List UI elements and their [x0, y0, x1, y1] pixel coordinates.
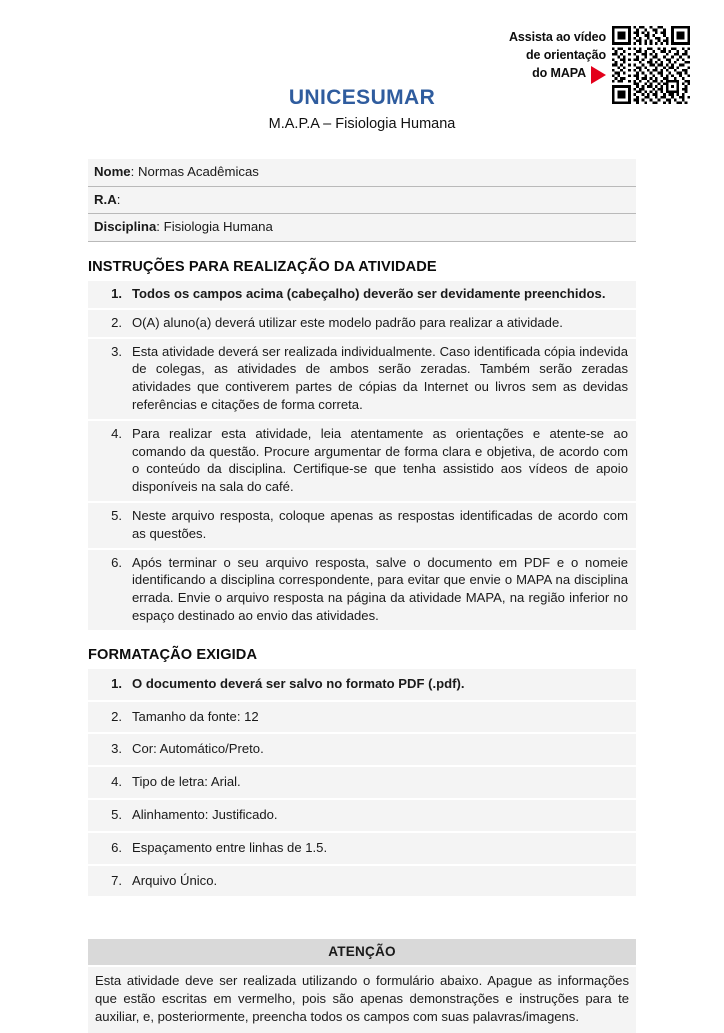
list-item-number: 4.: [111, 774, 122, 790]
list-item: [88, 310, 636, 339]
list-item: [88, 702, 636, 735]
header-field-row[interactable]: [88, 159, 636, 187]
header-field-separator: :: [116, 191, 121, 207]
list-item-number: 6.: [111, 554, 122, 570]
instructions-list: [88, 281, 636, 630]
list-item-text: Para realizar esta atividade, leia atentamente as orientações e atente-se ao comando da questão. Procure argumentar de forma clara e objetiva, de acordo com o conteúdo da disciplina. Certifique-se que tenha assistido aos vídeos de apoio disponíveis na sala do café.: [132, 425, 628, 495]
list-item-text: Esta atividade deverá ser realizada individualmente. Caso identificada cópia indevida de colegas, as atividades de ambos serão zeradas. Também serão zeradas atividades que contiverem partes de cópias da Internet ou livros sem as devidas referências e citações de forma correta.: [132, 343, 628, 412]
header-fields: [88, 159, 636, 242]
list-item-number: 5.: [111, 806, 122, 822]
list-item-number: 1.: [111, 675, 122, 691]
page-title: UNICESUMAR: [288, 86, 436, 109]
video-callout-banner: [509, 26, 690, 104]
list-item-text: Arquivo Único.: [132, 872, 218, 888]
attention-body: Esta atividade deve ser realizada utilizando o formulário abaixo. Apague as informações que estão escritas em vermelho, pois são apenas demonstrações e instruções para te auxiliar, e, posteriormente, preencha todos os campos com suas palavras/imagens.: [88, 967, 636, 1032]
list-item: [88, 833, 636, 866]
list-item-number: 2.: [111, 708, 122, 724]
header-field-row[interactable]: [88, 214, 636, 242]
list-item: [88, 503, 636, 550]
list-item-number: 7.: [111, 872, 122, 888]
header-field-separator: :: [130, 164, 135, 180]
video-callout-line-3-row: [509, 65, 606, 83]
header-field-separator: :: [156, 219, 160, 235]
list-item: [88, 734, 636, 767]
formatting-heading: FORMATAÇÃO EXIGIDA: [88, 646, 258, 663]
list-item-number: 3.: [111, 343, 122, 359]
header-field-label: Disciplina: [94, 219, 157, 235]
list-item-text: Após terminar o seu arquivo resposta, salve o documento em PDF e o nomeie identificando a disciplina correspondente, para evitar que envie o MAPA na disciplina errada. Envie o arquivo resposta na página da atividade MAPA, na região inferior no espaço destinado ao envio das atividades.: [132, 554, 628, 623]
formatting-list: [88, 669, 636, 897]
header-field-label: Nome: [94, 164, 131, 180]
list-item-text: Tamanho da fonte: 12: [132, 708, 259, 724]
list-item-text: Tipo de letra: Arial.: [132, 774, 241, 790]
header-field-value: Normas Acadêmicas: [134, 164, 259, 180]
video-callout-line-2: de orientação: [526, 47, 606, 62]
list-item-number: 4.: [111, 425, 122, 441]
list-item-text: O documento deverá ser salvo no formato PDF (.pdf).: [132, 675, 465, 691]
list-item-number: 2.: [111, 314, 122, 330]
video-callout-text: [509, 26, 606, 83]
page-subtitle: M.A.P.A – Fisiologia Humana: [268, 116, 456, 133]
header-field-row[interactable]: [88, 187, 636, 215]
attention-heading: ATENÇÃO: [88, 939, 636, 967]
list-item-number: 5.: [111, 507, 122, 523]
list-item: [88, 550, 636, 630]
list-item: [88, 339, 636, 421]
list-item-text: Cor: Automático/Preto.: [132, 741, 264, 757]
list-item-text: Alinhamento: Justificado.: [132, 806, 278, 822]
qr-code-icon[interactable]: [612, 26, 690, 104]
list-item: [88, 669, 636, 702]
attention-block: [88, 939, 636, 1032]
list-item-text: Todos os campos acima (cabeçalho) deverão ser devidamente preenchidos.: [132, 285, 606, 301]
list-item-number: 3.: [111, 741, 122, 757]
play-arrow-icon: [591, 66, 606, 84]
list-item-number: 6.: [111, 839, 122, 855]
list-item-number: 1.: [111, 285, 122, 301]
header-field-value: Fisiologia Humana: [159, 219, 273, 235]
instructions-heading: INSTRUÇÕES PARA REALIZAÇÃO DA ATIVIDADE: [88, 258, 437, 275]
list-item: [88, 421, 636, 503]
list-item-text: Espaçamento entre linhas de 1.5.: [132, 839, 328, 855]
list-item-text: O(A) aluno(a) deverá utilizar este modelo padrão para realizar a atividade.: [132, 314, 563, 330]
list-item: [88, 800, 636, 833]
list-item: [88, 866, 636, 897]
video-callout-line-3: do MAPA: [532, 65, 586, 80]
list-item: [88, 767, 636, 800]
header-field-label: R.A: [94, 191, 117, 207]
video-callout-line-1: Assista ao vídeo: [508, 30, 606, 44]
list-item-text: Neste arquivo resposta, coloque apenas as respostas identificadas de acordo com as questões.: [132, 507, 628, 541]
list-item: [88, 281, 636, 310]
